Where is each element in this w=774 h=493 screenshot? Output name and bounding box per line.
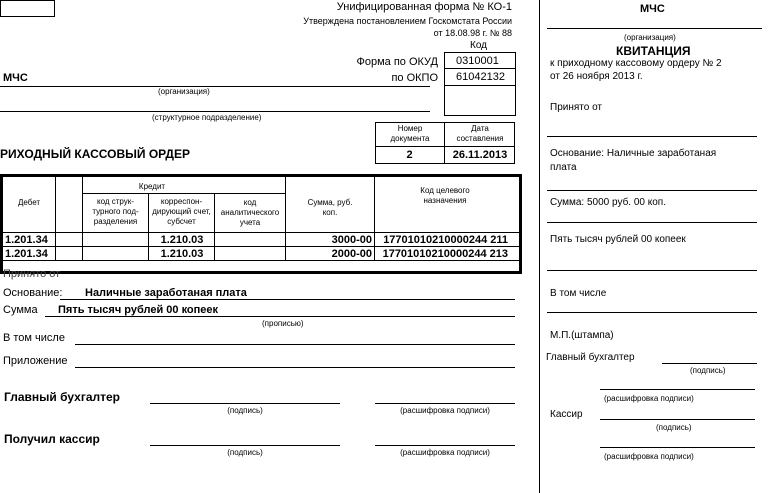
purpose-code-header: Код целевого назначения	[420, 186, 470, 205]
debit-header: Дебет	[17, 198, 41, 207]
tear-line	[539, 0, 540, 493]
receipt-org: МЧС	[640, 3, 665, 15]
basis-value: Наличные заработаная плата	[85, 287, 247, 299]
row1-corr: 1.210.03	[160, 234, 204, 246]
row2-debit: 1.201.34	[5, 248, 48, 260]
cashier-signature-caption: (подпись)	[227, 448, 263, 457]
corner-box	[0, 0, 55, 17]
receipt-basis-1: Основание: Наличные заработаная	[550, 148, 717, 159]
okpo-value: 61042132	[456, 71, 505, 83]
receipt-cashier-signature: (подпись)	[656, 423, 692, 432]
receipt-chief-signature: (подпись)	[690, 366, 726, 375]
receipt-including: В том числе	[550, 288, 607, 299]
row2-sum: 2000-00	[331, 248, 372, 260]
accepted-from: Принято от	[3, 268, 61, 280]
doc-date-label: Дата составления	[456, 124, 504, 143]
receipt-cashier-decoding: (расшифровка подписи)	[604, 452, 694, 461]
basis-label: Основание:	[3, 287, 63, 299]
struct-code-header: код струк-турного под-разделения	[92, 197, 139, 226]
chief-decoding-caption: (расшифровка подписи)	[400, 406, 490, 415]
credit-header: Кредит	[138, 182, 166, 191]
corr-account-header: корреспон-дирующий счет, субсчет	[152, 197, 211, 226]
sum-label: Сумма	[3, 304, 38, 316]
code-header: Код	[470, 40, 488, 51]
chief-signature-caption: (подпись)	[227, 406, 263, 415]
doc-date: 26.11.2013	[452, 149, 508, 161]
in-words-caption: (прописью)	[262, 319, 304, 328]
receipt-title: КВИТАНЦИЯ	[616, 44, 691, 58]
sum-value: Пять тысяч рублей 00 копеек	[58, 304, 219, 316]
cashier-received: Получил кассир	[4, 432, 100, 446]
receipt-date: от 26 ноября 2013 г.	[550, 71, 643, 82]
receipt-sum-words: Пять тысяч рублей 00 копеек	[550, 234, 686, 245]
sum-header: Сумма, руб. коп.	[307, 198, 353, 217]
okpo-label: по ОКПО	[391, 72, 438, 84]
form-approved: Утверждена постановлением Госкомстата России	[303, 16, 512, 26]
receipt-chief-decoding: (расшифровка подписи)	[604, 394, 694, 403]
receipt-cashier: Кассир	[550, 409, 583, 420]
order-title: РИХОДНЫЙ КАССОВЫЙ ОРДЕР	[0, 147, 190, 161]
okud-label: Форма по ОКУД	[356, 56, 438, 68]
okud-value: 0310001	[456, 55, 499, 67]
subdivision-caption: (структурное подразделение)	[152, 113, 262, 122]
row1-sum: 3000-00	[331, 234, 372, 246]
chief-accountant: Главный бухгалтер	[4, 390, 121, 404]
doc-number-label: Номер документа	[390, 124, 430, 143]
row1-debit: 1.201.34	[5, 234, 48, 246]
including: В том числе	[3, 332, 65, 344]
doc-number: 2	[406, 149, 413, 161]
receipt-sum: Сумма: 5000 руб. 00 коп.	[550, 197, 666, 208]
receipt-org-caption: (организация)	[624, 33, 676, 42]
row1-purpose: 17701010210000244 211	[383, 234, 508, 246]
row2-purpose: 17701010210000244 213	[382, 248, 508, 260]
row2-corr: 1.210.03	[160, 248, 204, 260]
org-caption: (организация)	[158, 87, 210, 96]
cashier-decoding-caption: (расшифровка подписи)	[400, 448, 490, 457]
receipt-to-order: к приходному кассовому ордеру № 2	[550, 58, 722, 69]
analytic-code-header: код аналитического учета	[220, 198, 280, 227]
form-title: Унифицированная форма № КО-1	[336, 1, 512, 13]
attachment: Приложение	[3, 355, 68, 367]
receipt-stamp: М.П.(штампа)	[550, 330, 614, 341]
receipt-basis-2: плата	[550, 162, 577, 173]
receipt-accepted-from: Принято от	[550, 102, 603, 113]
form-approved-date: от 18.08.98 г. № 88	[433, 28, 512, 38]
receipt-chief-accountant: Главный бухгалтер	[546, 352, 635, 363]
org-name: МЧС	[3, 72, 28, 84]
